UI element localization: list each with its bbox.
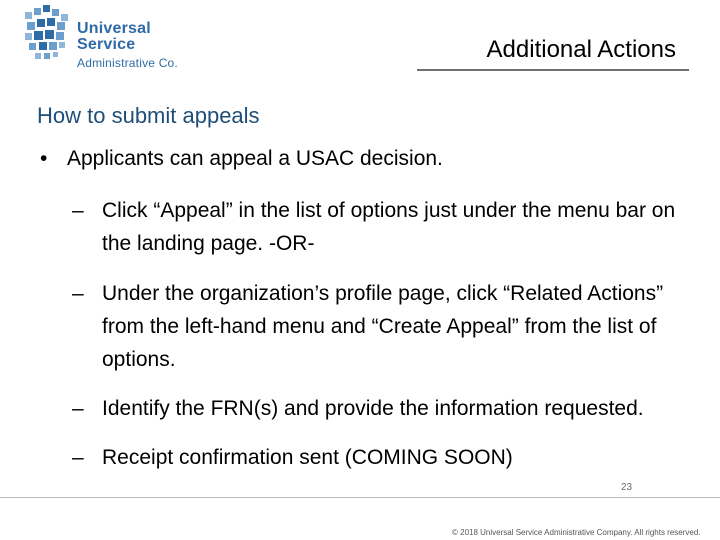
sub-bullet-text: Click “Appeal” in the list of options just under the menu bar on the landing page. -OR-	[102, 199, 676, 256]
page-number: 23	[621, 482, 633, 493]
logo-line-2: Administrative Co.	[77, 56, 178, 70]
logo-wordmark	[77, 21, 198, 69]
copyright-text: © 2018 Universal Service Administrative Company. All rights reserved.	[452, 528, 701, 537]
sub-bullet-item	[40, 441, 680, 474]
sub-bullet-mark: –	[72, 199, 84, 223]
footer-divider	[0, 497, 720, 498]
sub-bullet-mark: –	[72, 397, 84, 421]
sub-bullet-list	[40, 194, 680, 474]
usac-logo	[23, 4, 198, 70]
slide-content	[40, 146, 680, 490]
main-bullet	[40, 146, 680, 172]
sub-bullet-text: Receipt confirmation sent (COMING SOON)	[102, 446, 513, 470]
sub-bullet-mark: –	[72, 446, 84, 470]
sub-bullet-text: Under the organization’s profile page, click “Related Actions” from the left-hand menu and “Create Appeal” from the list of options.	[102, 281, 664, 371]
sub-bullet-item	[40, 194, 680, 260]
sub-bullet-text: Identify the FRN(s) and provide the information requested.	[102, 397, 644, 421]
sub-bullet-item	[40, 277, 680, 377]
logo-line-1: Universal Service	[77, 20, 151, 53]
sub-bullet-item	[40, 392, 680, 425]
sub-bullet-mark: –	[72, 281, 84, 305]
title-underline	[417, 69, 689, 71]
slide-title: Additional Actions	[486, 36, 676, 63]
main-bullet-text: Applicants can appeal a USAC decision.	[67, 147, 443, 170]
bullet-mark: •	[40, 147, 48, 170]
section-heading: How to submit appeals	[37, 103, 260, 128]
usac-logo-mark-icon	[23, 4, 71, 62]
